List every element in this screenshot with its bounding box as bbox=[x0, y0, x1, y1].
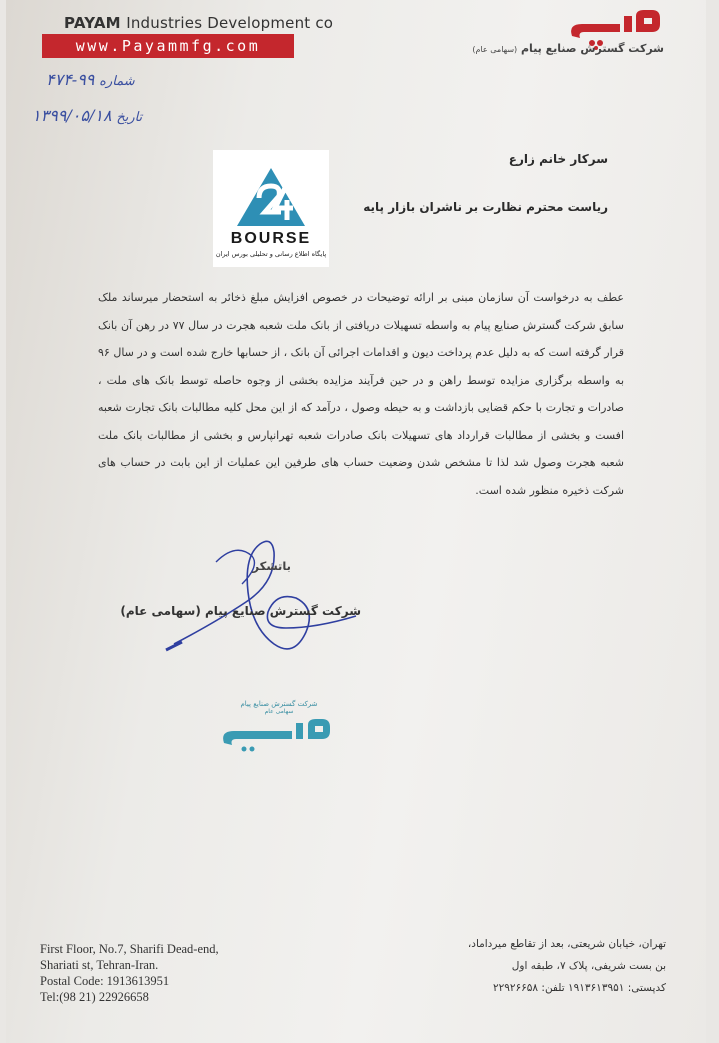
company-name-header bbox=[472, 42, 664, 55]
footer-address-fa bbox=[468, 933, 666, 999]
number-value: ۹۹-۴۷۴ bbox=[46, 70, 95, 89]
brand-name bbox=[64, 14, 333, 32]
letter-page bbox=[6, 0, 706, 1043]
footer-en-line: Postal Code: 1913613951 bbox=[40, 974, 170, 988]
brand-name-rest: Industries Development co bbox=[126, 14, 334, 32]
date-label: تاریخ bbox=[116, 110, 143, 125]
thanks-text: باتشکر bbox=[252, 559, 291, 573]
brand-name-bold: PAYAM bbox=[64, 14, 121, 32]
stamp-line-1: شرکت گسترش صنایع پیام bbox=[240, 700, 318, 708]
number-label: شماره bbox=[99, 74, 135, 89]
stamp-line-2: سهامی عام bbox=[264, 708, 294, 715]
salutation: سرکار خانم زارع bbox=[508, 152, 608, 166]
footer-address-en bbox=[40, 941, 219, 1005]
footer-fa-line: کدپستی: ۱۹۱۳۶۱۳۹۵۱ تلفن: ۲۲۹۲۶۶۵۸ bbox=[492, 982, 666, 994]
company-name-header-main: شرکت گسترش صنایع پیام bbox=[521, 42, 664, 55]
bourse-logo bbox=[213, 150, 329, 267]
footer-en-line: Shariati st, Tehran-Iran. bbox=[40, 958, 159, 972]
bourse-tagline: پایگاه اطلاع رسانی و تحلیلی بورس ایران bbox=[215, 250, 327, 258]
signer-company: شرکت گسترش صنایع پیام (سهامی عام) bbox=[120, 604, 361, 618]
footer-en-line: Tel:(98 21) 22926658 bbox=[40, 990, 149, 1004]
bourse-wordmark: BOURSE bbox=[230, 230, 312, 247]
recipient-title: ریاست محترم نظارت بر ناشران بازار پایه bbox=[363, 200, 608, 214]
footer-fa-line: بن بست شریفی، پلاک ۷، طبقه اول bbox=[511, 960, 666, 972]
handwritten-number bbox=[46, 70, 186, 89]
footer-fa-line: تهران، خیابان شریعتی، بعد از تقاطع میرداماد، bbox=[467, 938, 666, 950]
stamp-text bbox=[224, 700, 334, 715]
handwritten-date bbox=[32, 106, 202, 125]
signature-icon bbox=[156, 532, 376, 662]
footer-en-line: First Floor, No.7, Sharifi Dead-end, bbox=[40, 942, 219, 956]
company-name-header-suffix: (سهامی عام) bbox=[472, 45, 518, 54]
letter-body: عطف به درخواست آن سازمان مبنی بر ارائه توضیحات در خصوص افزایش مبلغ ذخائر به استحضار میرساند ملک سابق شرکت گسترش صنایع پیام به واسطه تسهیلات دریافتی از بانک ملت شعبه هجرت در سال ۷۷ در رهن آن بانک قرار گرفته است که به دلیل عدم پرداخت دیون و اقدامات اجرائی آن بانک ، از حسابها خارج شده است و در سال ۹۶ به واسطه برگزاری مزایده توسط راهن و در حین فرآیند مزایده بخشی از وجوه حاصله توسط بانک های ملت ، صادرات و تجارت با حکم قضایی بازداشت و به حیطه وصول ، درآمد که از این محل کلیه مطالبات بانک تجارت شعبه افست و بخشی از مطالبات قرارداد های تسهیلات بانک صادرات شعبه تهرانپارس و بخشی از مطالبات بانک ملت شعبه هجرت وصول شد لذا تا مشخص شدن وضعیت حساب های طرفین این عملیات از این بابت در حساب های شرکت ذخیره منظور شده است. bbox=[98, 291, 624, 497]
website-bar: www.Payammfg.com bbox=[42, 34, 294, 58]
date-value: ۱۳۹۹/۰۵/۱۸ bbox=[32, 106, 112, 125]
bourse-triangle-icon bbox=[213, 150, 329, 232]
